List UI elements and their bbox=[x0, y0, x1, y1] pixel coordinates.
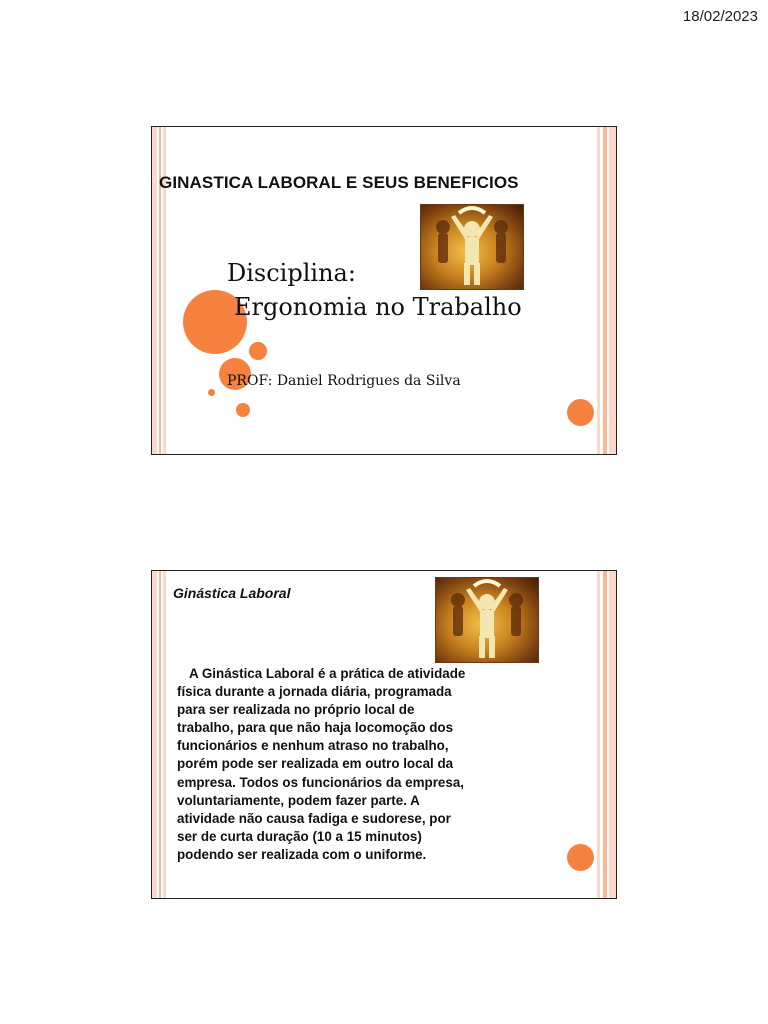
body-line: voluntariamente, podem fazer parte. A bbox=[177, 792, 420, 808]
body-line: ser de curta duração (10 a 15 minutos) bbox=[177, 828, 422, 844]
decor-circle bbox=[249, 342, 267, 360]
left-stripe bbox=[163, 571, 166, 898]
discipline-label: Disciplina: bbox=[227, 259, 356, 287]
body-line: trabalho, para que não haja locomoção dos bbox=[177, 720, 454, 736]
discipline-name: Ergonomia no Trabalho bbox=[234, 293, 522, 321]
right-stripe bbox=[609, 127, 616, 454]
slide-title: GINASTICA LABORAL E SEUS BENEFICIOS bbox=[159, 173, 519, 192]
left-stripe bbox=[152, 571, 157, 898]
left-stripe bbox=[159, 571, 161, 898]
workers-exercise-icon bbox=[420, 204, 524, 290]
body-line: para ser realizada no próprio local de bbox=[177, 702, 415, 718]
body-line: porém pode ser realizada em outro local da bbox=[177, 756, 454, 772]
decor-circle bbox=[236, 403, 250, 417]
decor-circle bbox=[567, 844, 594, 871]
left-stripe bbox=[152, 127, 157, 454]
right-stripe bbox=[597, 127, 600, 454]
slide-2 bbox=[151, 570, 617, 899]
right-stripe bbox=[603, 127, 607, 454]
body-line: podendo ser realizada com o uniforme. bbox=[177, 846, 427, 862]
slide-1 bbox=[151, 126, 617, 455]
slide-title: Ginástica Laboral bbox=[173, 585, 291, 601]
page-date: 18/02/2023 bbox=[682, 8, 758, 25]
body-line: física durante a jornada diária, programada bbox=[177, 684, 452, 700]
decor-circle bbox=[208, 389, 215, 396]
workers-exercise-icon bbox=[435, 577, 539, 663]
professor-name: PROF: Daniel Rodrigues da Silva bbox=[227, 373, 461, 389]
right-stripe bbox=[609, 571, 616, 898]
right-stripe bbox=[597, 571, 600, 898]
body-line: atividade não causa fadiga e sudorese, por bbox=[177, 810, 451, 826]
body-line: funcionários e nenhum atraso no trabalho, bbox=[177, 738, 449, 754]
body-line: A Ginástica Laboral é a prática de atividade bbox=[189, 666, 466, 681]
right-stripe bbox=[603, 571, 607, 898]
body-line: empresa. Todos os funcionários da empresa, bbox=[177, 774, 464, 790]
slide-body bbox=[177, 665, 537, 864]
decor-circle bbox=[567, 399, 594, 426]
